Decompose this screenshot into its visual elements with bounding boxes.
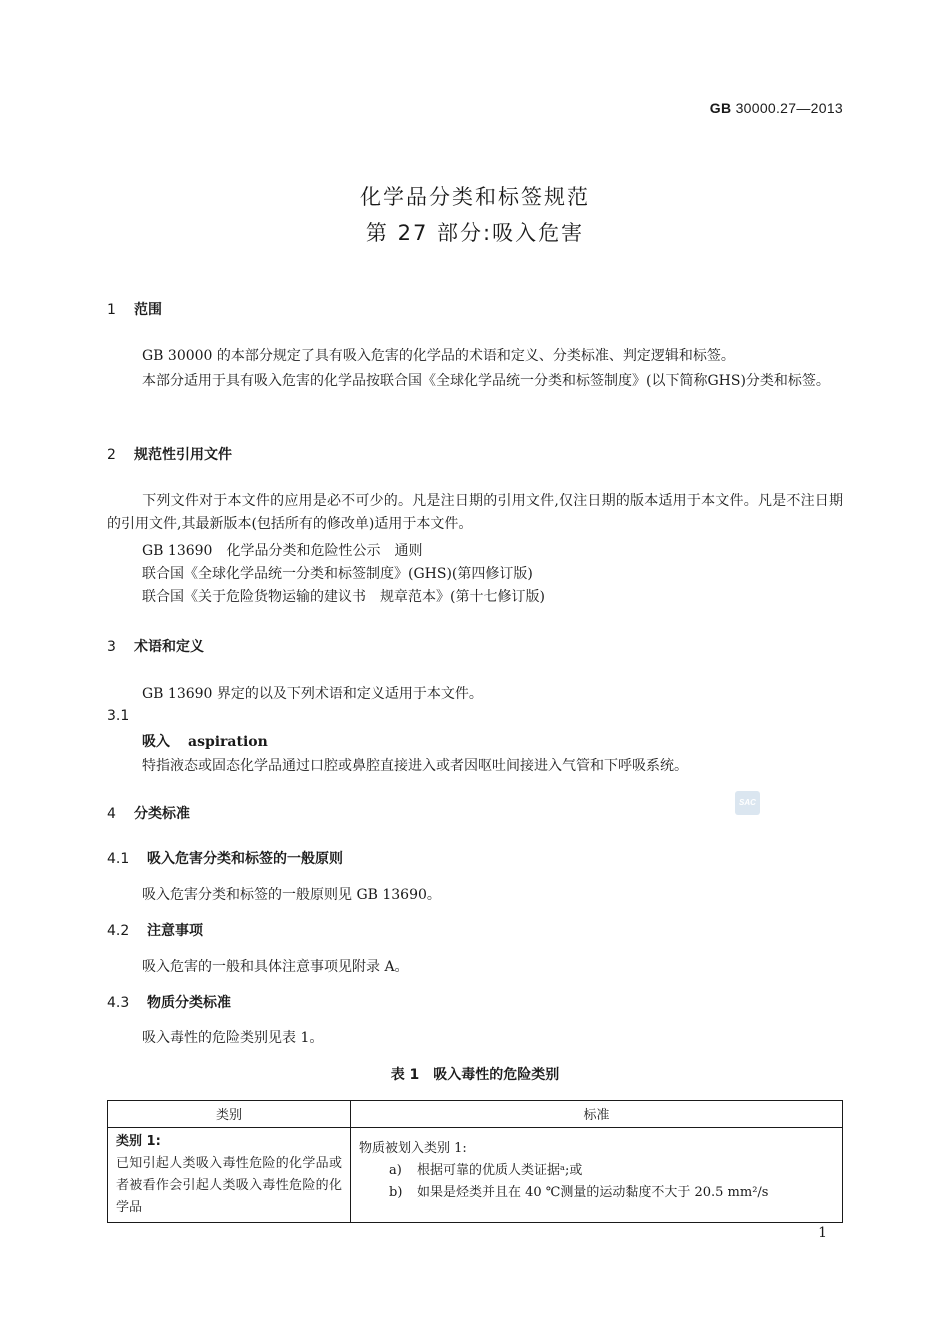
document-subtitle: 第 27 部分:吸入危害 bbox=[365, 221, 585, 245]
category-label: 类别 1: bbox=[116, 1134, 161, 1149]
section-2-paragraph-1: 下列文件对于本文件的应用是必不可少的。凡是注日期的引用文件,仅注日期的版本适用于本文件。凡是不注日期的引用文件,其最新版本(包括所有的修改单)适用于本文件。 bbox=[107, 493, 843, 532]
reference-item: 联合国《全球化学品统一分类和标签制度》(GHS)(第四修订版) bbox=[142, 566, 533, 582]
column-header-criteria: 标准 bbox=[351, 1101, 843, 1128]
subsection-4-2-heading: 4.2 注意事项 bbox=[107, 923, 203, 939]
table-header-row bbox=[108, 1101, 843, 1128]
standard-code-header: GB 30000.27—2013 bbox=[709, 100, 843, 116]
section-1-paragraph-2: 本部分适用于具有吸入危害的化学品按联合国《全球化学品统一分类和标签制度》(以下简称GHS)分类和标签。 bbox=[142, 373, 830, 389]
criteria-cell bbox=[351, 1128, 843, 1223]
reference-item: GB 13690 化学品分类和危险性公示 通则 bbox=[142, 543, 423, 559]
hazard-category-table bbox=[107, 1100, 843, 1223]
term-heading: 吸入 aspiration bbox=[142, 734, 268, 750]
table-caption: 表 1 吸入毒性的危险类别 bbox=[390, 1067, 560, 1083]
subsection-4-1-text: 吸入危害分类和标签的一般原则见 GB 13690。 bbox=[142, 887, 441, 903]
category-cell bbox=[108, 1128, 351, 1223]
section-4-heading: 4 分类标准 bbox=[107, 806, 190, 822]
document-title: 化学品分类和标签规范 bbox=[360, 185, 590, 209]
table-row bbox=[108, 1128, 843, 1223]
subsection-4-3-text: 吸入毒性的危险类别见表 1。 bbox=[142, 1030, 324, 1046]
page-number: 1 bbox=[818, 1225, 827, 1241]
section-3-heading: 3 术语和定义 bbox=[107, 639, 204, 655]
section-1-heading: 1 范围 bbox=[107, 302, 162, 318]
subsection-4-3-heading: 4.3 物质分类标准 bbox=[107, 995, 231, 1011]
column-header-category: 类别 bbox=[108, 1101, 351, 1128]
subsection-4-2-text: 吸入危害的一般和具体注意事项见附录 A。 bbox=[142, 959, 409, 975]
category-description: 已知引起人类吸入毒性危险的化学品或者被看作会引起人类吸入毒性危险的化学品 bbox=[116, 1156, 342, 1215]
term-number: 3.1 bbox=[107, 708, 130, 724]
subsection-4-1-heading: 4.1 吸入危害分类和标签的一般原则 bbox=[107, 851, 343, 867]
criteria-item-a: a) 根据可靠的优质人类证据ᵃ;或 bbox=[389, 1163, 583, 1178]
criteria-intro: 物质被划入类别 1: bbox=[359, 1141, 467, 1156]
section-3-paragraph-1: GB 13690 界定的以及下列术语和定义适用于本文件。 bbox=[142, 686, 483, 702]
section-1-paragraph-1: GB 30000 的本部分规定了具有吸入危害的化学品的术语和定义、分类标准、判定逻辑和标签。 bbox=[142, 348, 735, 364]
term-definition: 特指液态或固态化学品通过口腔或鼻腔直接进入或者因呕吐间接进入气管和下呼吸系统。 bbox=[142, 758, 688, 774]
sac-watermark-logo: SAC bbox=[735, 791, 760, 815]
criteria-item-b: b) 如果是烃类并且在 40 ℃测量的运动黏度不大于 20.5 mm²/s bbox=[389, 1185, 769, 1200]
section-2-heading: 2 规范性引用文件 bbox=[107, 447, 232, 463]
reference-item: 联合国《关于危险货物运输的建议书 规章范本》(第十七修订版) bbox=[142, 589, 545, 605]
